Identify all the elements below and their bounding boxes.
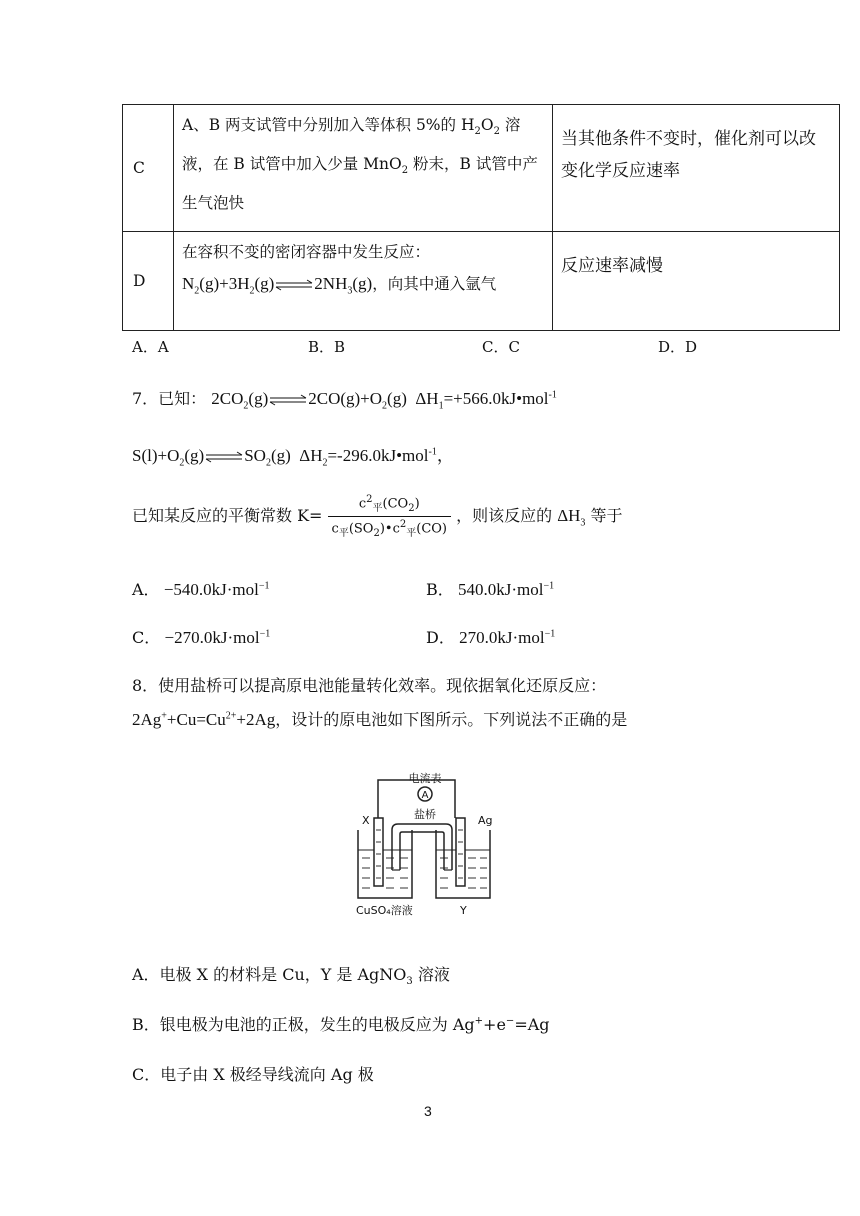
q7-option-b[interactable]: B． 540.0kJ·mol$^{-1}$ — [426, 580, 555, 599]
row-result — [553, 232, 840, 331]
q8-option-b[interactable]: B．银电极为电池的正极，发生的电极反应为 Ag++e−=Ag — [132, 1015, 550, 1034]
q7-equation-1: $2CO_2(g)$ $2CO(g)+O_2(g)$ $\Delta H_1=+566.0kJ•mol^{-1}$ — [211, 389, 557, 412]
q6-option-a[interactable]: A．A — [132, 338, 169, 356]
experiment-text-c: A、B 两支试管中分别加入等体积 5%的 $H_2O_2$ 溶 液，在 B 试管中加入少量 MnO$_2$ 粉末，B 试管中产 生气泡快 — [182, 116, 538, 213]
electrode-x-label: X — [362, 814, 370, 827]
row-key: C — [123, 105, 174, 232]
q7-option-c[interactable]: C． −270.0kJ·mol$^{-1}$ — [132, 628, 271, 647]
q7-option-a[interactable]: A． −540.0kJ·mol$^{-1}$ — [132, 580, 270, 599]
galvanic-cell-figure — [350, 770, 520, 920]
salt-bridge-label: 盐桥 — [414, 808, 436, 821]
options-table — [122, 104, 840, 331]
q7-stem: 7．已知： $2CO_2(g)$ $2CO(g)+O_2(g)$ $\Delta H_1=+566.0kJ•mol^{-1}$ — [132, 389, 557, 412]
row-key: D — [123, 232, 174, 331]
q6-option-c[interactable]: C．C — [482, 338, 520, 356]
equilibrium-arrow-icon — [274, 279, 314, 291]
q8-stem-line-2: $2Ag^++Cu=Cu^{2+}+2Ag$，设计的原电池如下图所示。下列说法不正确的是 — [132, 710, 628, 729]
q7-k-expression: 已知某反应的平衡常数 K= $\frac{c^2_平(CO_2)}{c_平(SO_2)•c^2_平(CO)}$ ，则该反应的 $\Delta H_3$ 等于 — [132, 494, 623, 539]
q6-option-b[interactable]: B．B — [308, 338, 346, 356]
experiment-line: 在容积不变的密闭容器中发生反应： — [182, 243, 431, 261]
equilibrium-arrow-icon — [268, 394, 308, 406]
result-line: 当其他条件不变时，催化剂可以改 — [561, 129, 816, 149]
result-line: 反应速率减慢 — [561, 256, 663, 276]
row-experiment: 在容积不变的密闭容器中发生反应： $N_2(g)+3H_2(g)$ $2NH_3(g)$，向其中通入氩气 — [174, 232, 553, 331]
ammeter-label: 电流表 — [408, 772, 442, 785]
experiment-equation: $N_2(g)+3H_2(g)$ $2NH_3(g)$ — [182, 274, 373, 297]
page-number: 3 — [424, 1103, 432, 1119]
q8-stem-line-1: 8．使用盐桥可以提高原电池能量转化效率。现依据氧化还原反应： — [132, 676, 607, 695]
q8-option-a[interactable]: A．电极 X 的材料是 Cu，Y 是 AgNO$_3$ 溶液 — [132, 965, 450, 988]
result-line: 变化学反应速率 — [561, 161, 680, 181]
equilibrium-arrow-icon — [204, 451, 244, 463]
q7-equation-2: $S(l)+O_2(g)$ $SO_2(g)$ $\Delta H_2=-296.0kJ•mol^{-1}$， — [132, 446, 454, 469]
k-denominator: $c_平(SO_2)•c^2_平(CO)$ — [331, 518, 447, 539]
electrode-ag-label: Ag — [478, 814, 493, 827]
table-row-c — [123, 105, 840, 232]
q8-equation: $2Ag^++Cu=Cu^{2+}+2Ag$ — [132, 710, 276, 729]
k-fraction — [328, 494, 451, 539]
k-numerator: $c^2_平(CO_2)$ — [328, 494, 451, 517]
q6-option-d[interactable]: D．D — [658, 338, 698, 356]
left-solution-label: CuSO₄溶液 — [356, 904, 413, 917]
q8-option-c[interactable]: C．电子由 X 极经导线流向 Ag 极 — [132, 1065, 374, 1084]
svg-text:A: A — [421, 790, 429, 801]
row-experiment — [174, 105, 553, 232]
right-solution-label: Y — [460, 904, 467, 917]
table-row-d — [123, 232, 840, 331]
q7-option-d[interactable]: D． 270.0kJ·mol$^{-1}$ — [426, 628, 556, 647]
row-result — [553, 105, 840, 232]
